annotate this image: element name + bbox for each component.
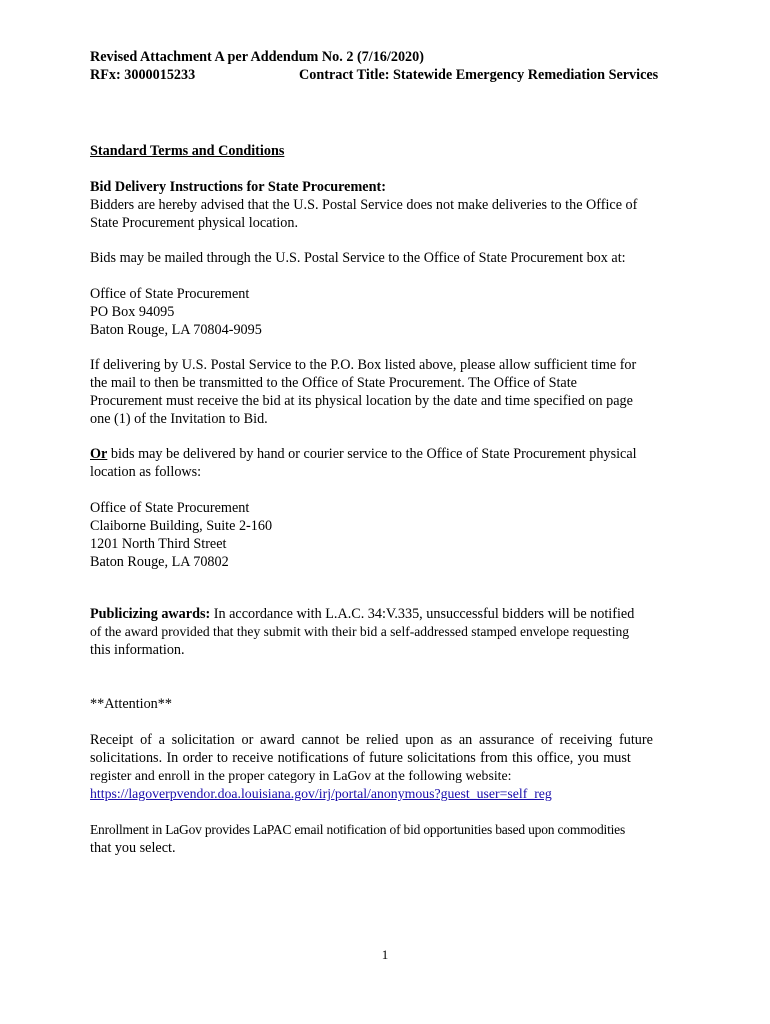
enrollment-paragraph-cont: that you select. bbox=[90, 840, 176, 856]
mail-address-line: PO Box 94095 bbox=[90, 304, 175, 320]
publicizing-awards-text: In accordance with L.A.C. 34:V.335, unsuccessful bidders will be notified bbox=[210, 606, 635, 622]
bid-delivery-paragraph-3: If delivering by U.S. Postal Service to the P.O. Box listed above, please allow sufficient time for bbox=[90, 357, 637, 373]
lagov-registration-link[interactable]: https://lagoverpvendor.doa.louisiana.gov/irj/portal/anonymous?guest_user=self_reg bbox=[90, 786, 552, 801]
attention-paragraph: Receipt of a solicitation or award cannot be relied upon as an assurance of receiving future bbox=[90, 732, 653, 748]
publicizing-awards-cont: this information. bbox=[90, 642, 185, 658]
physical-address-line: 1201 North Third Street bbox=[90, 536, 227, 552]
publicizing-awards-cont: of the award provided that they submit with their bid a self-addressed stamped envelope requesting bbox=[90, 624, 630, 639]
attention-heading: **Attention** bbox=[90, 696, 172, 712]
physical-address-line: Baton Rouge, LA 70802 bbox=[90, 554, 229, 570]
mail-address-line: Baton Rouge, LA 70804-9095 bbox=[90, 322, 262, 338]
or-emphasis: Or bbox=[90, 446, 108, 462]
rfx-number: RFx: 3000015233 bbox=[90, 67, 196, 83]
bid-delivery-paragraph-3: Procurement must receive the bid at its physical location by the date and time specified on page bbox=[90, 393, 633, 409]
bid-delivery-paragraph-1-cont: State Procurement physical location. bbox=[90, 215, 299, 231]
enrollment-paragraph: Enrollment in LaGov provides LaPAC email notification of bid opportunities based upon commodities bbox=[90, 822, 626, 837]
bid-delivery-paragraph-1: Bidders are hereby advised that the U.S. Postal Service does not make deliveries to the Office of bbox=[90, 197, 638, 213]
attention-paragraph: register and enroll in the proper category in LaGov at the following website: bbox=[90, 768, 512, 783]
revision-header: Revised Attachment A per Addendum No. 2 (7/16/2020) bbox=[90, 49, 424, 65]
publicizing-awards-label: Publicizing awards: bbox=[90, 606, 211, 622]
bid-delivery-paragraph-4-cont: location as follows: bbox=[90, 464, 202, 480]
bid-delivery-paragraph-4 bbox=[90, 445, 637, 463]
publicizing-awards-paragraph bbox=[90, 605, 634, 623]
contract-title: Contract Title: Statewide Emergency Remediation Services bbox=[299, 67, 659, 83]
mail-address-line: Office of State Procurement bbox=[90, 286, 250, 302]
bid-delivery-paragraph-2: Bids may be mailed through the U.S. Postal Service to the Office of State Procurement box at: bbox=[90, 250, 626, 266]
bid-delivery-paragraph-3: one (1) of the Invitation to Bid. bbox=[90, 411, 268, 427]
bid-delivery-paragraph-3: the mail to then be transmitted to the Office of State Procurement. The Office of State bbox=[90, 375, 577, 391]
physical-address-line: Office of State Procurement bbox=[90, 500, 250, 516]
section-title: Standard Terms and Conditions bbox=[90, 143, 285, 159]
bid-delivery-paragraph-4-text: bids may be delivered by hand or courier service to the Office of State Procurement physical bbox=[107, 446, 637, 462]
page-number: 1 bbox=[381, 947, 389, 962]
physical-address-line: Claiborne Building, Suite 2-160 bbox=[90, 518, 273, 534]
attention-paragraph: solicitations. In order to receive notifications of future solicitations from this office, you must bbox=[90, 750, 631, 766]
bid-delivery-heading: Bid Delivery Instructions for State Procurement: bbox=[90, 179, 386, 195]
